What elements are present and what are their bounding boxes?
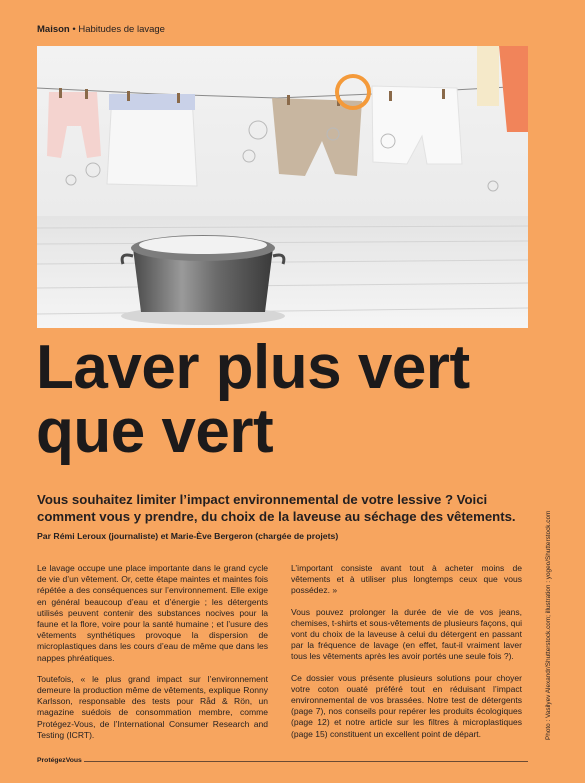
hero-laundry-photo bbox=[37, 46, 528, 328]
breadcrumb bbox=[37, 24, 165, 35]
footer-brand: ProtégezVous bbox=[37, 757, 82, 764]
article-byline: Par Rémi Leroux (journaliste) et Marie-Ève Bergeron (chargée de projets) bbox=[37, 531, 339, 541]
paragraph: Toutefois, « le plus grand impact sur l’environnement demeure la production même de vêtements, explique Ronny Karlsson, responsable des tests pour Råd & Rön, un magazine suédois de consommation membre, comme Protégez-Vous, de l’International Consumer Research and Testing (ICRT). bbox=[37, 673, 268, 740]
breadcrumb-section: Maison bbox=[37, 24, 70, 35]
article-column-right bbox=[291, 563, 522, 750]
article-title-line-1: Laver plus vert bbox=[36, 333, 470, 402]
paragraph: Ce dossier vous présente plusieurs solutions pour choyer votre coton ouaté préféré tout en réduisant l’impact environnemental de vos brassées. Notre test de détergents (page 7), nos conseils pour repérer les produits écologiques (page 12) et notre article sur les filtres à microplastiques (page 15) constituent un excellent point de départ. bbox=[291, 672, 522, 739]
article-column-left bbox=[37, 563, 268, 751]
article-lead: Vous souhaitez limiter l’impact environnemental de votre lessive ? Voici comment vous y prendre, du choix de la laveuse au séchage des vêtements. bbox=[37, 492, 516, 524]
article-title bbox=[36, 333, 470, 466]
breadcrumb-topic: Habitudes de lavage bbox=[78, 24, 165, 35]
article-title-line-2: que vert bbox=[36, 397, 274, 466]
laundry-photo-icon bbox=[37, 46, 528, 328]
paragraph: L’important consiste avant tout à acheter moins de vêtements et à utiliser plus longtemps ceux que vous possédez. » bbox=[291, 563, 522, 596]
paragraph: Le lavage occupe une place importante dans le grand cycle de vie d’un vêtement. Or, cette étape maintes et maintes fois répétée a des conséquences sur l’environnement. Elle exige en général beaucoup d’eau et d’énergie ; les détergents utilisés peuvent contenir des substances nocives pour la faune et la flore, voire pour la santé humaine ; et l’usure des vêtements synthétiques provoque la dispersion de microplastiques dans les cours d’eau de même que dans les nappes phréatiques. bbox=[37, 563, 268, 663]
breadcrumb-separator: • bbox=[72, 24, 76, 35]
paragraph: Vous pouvez prolonger la durée de vie de vos jeans, chemises, t-shirts et sous-vêtements de plusieurs façons, qui vont du choix de la laveuse à celui du détergent en passant par la fréquence de lavage (en effet, faut-il vraiment laver tous les vêtements après les avoir portés une seule fois ?). bbox=[291, 606, 522, 662]
footer-divider bbox=[84, 761, 528, 762]
photo-credit: Photo : Vasilyev Alexandr/Shutterstock.com; illustration : yogeo/Shutterstock.com bbox=[545, 510, 552, 740]
